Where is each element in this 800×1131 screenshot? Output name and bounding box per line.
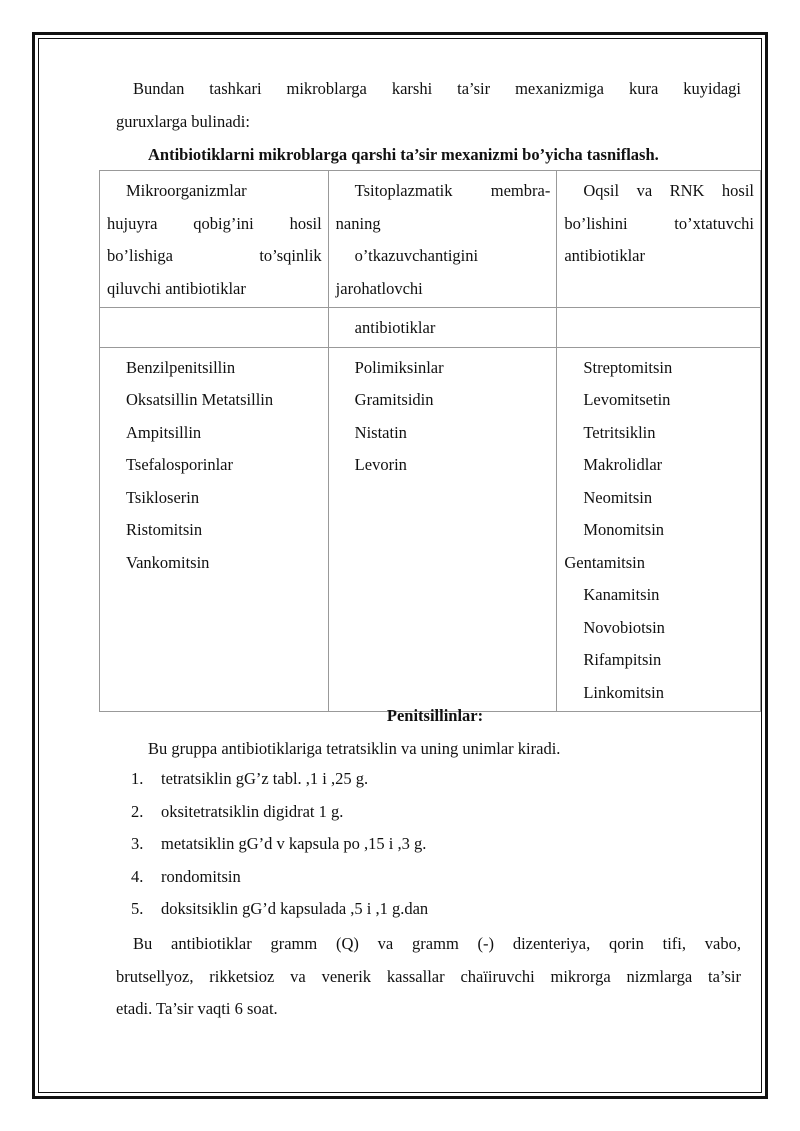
list-item: 5. doksitsiklin gG’d kapsulada ,5 i ,1 g.dan <box>131 899 429 918</box>
list-item: Tetritsiklin <box>583 422 656 442</box>
list-item: Levomitsetin <box>583 390 671 409</box>
list-item: Ristomitsin <box>126 520 203 539</box>
list-item: Streptomitsin <box>583 357 673 377</box>
table-header-continuation-row <box>100 308 761 348</box>
empty-cell <box>557 308 761 348</box>
col3-header: Oqsil va RNK hosil bo’lishini to’xtatuvchi antibiotiklar <box>557 171 761 308</box>
list-item: Makrolidlar <box>583 455 663 474</box>
intro-line-1: Bundan tashkari mikroblarga karshi ta’sir mexanizmiga kura kuyidagi <box>133 79 741 98</box>
section-title: Penitsillinlar: <box>386 706 484 725</box>
col1-items <box>100 347 329 712</box>
closing-line-1: Bu antibiotiklar gramm (Q) va gramm (-) dizenteriya, qorin tifi, vabo, <box>133 934 741 953</box>
list-item: Gentamitsin <box>564 552 645 572</box>
list-item: Tsikloserin <box>126 487 200 507</box>
list-item: 3. metatsiklin gG’d v kapsula po ,15 i ,3 g. <box>131 834 427 853</box>
list-item: Kanamitsin <box>583 585 660 604</box>
col2-header: Tsitoplazmatik membra- naning o’tkazuvchantigini jarohatlovchi <box>328 171 557 308</box>
col3-items <box>557 347 761 712</box>
list-item: Ampitsillin <box>126 422 202 442</box>
list-item: Tsefalosporinlar <box>126 455 233 474</box>
col2-items <box>328 347 557 712</box>
classification-table <box>99 170 761 712</box>
list-item: 1. tetratsiklin gG’z tabl. ,1 i ,25 g. <box>131 769 369 788</box>
list-item: Polimiksinlar <box>354 357 444 377</box>
empty-cell <box>100 308 329 348</box>
col2-header-cont: antibiotiklar <box>328 308 557 348</box>
list-item: Monomitsin <box>583 520 665 539</box>
table-header-row <box>100 171 761 308</box>
list-item: Vankomitsin <box>126 552 210 572</box>
list-item: Novobiotsin <box>583 617 665 637</box>
list-item: Rifampitsin <box>583 650 662 669</box>
list-item: Neomitsin <box>583 487 653 507</box>
list-item: Gramitsidin <box>354 390 434 409</box>
section-intro: Bu gruppa antibiotiklariga tetratsiklin va uning unimlar kiradi. <box>148 739 561 758</box>
list-item: 4. rondomitsin <box>131 866 241 886</box>
list-item: Benzilpenitsillin <box>126 357 236 377</box>
list-item: Levorin <box>354 455 407 474</box>
list-item: Oksatsillin Metatsillin <box>126 390 274 409</box>
table-body-row <box>100 347 761 712</box>
closing-line-3: etadi. Ta’sir vaqti 6 soat. <box>116 999 278 1018</box>
table-title: Antibiotiklarni mikroblarga qarshi ta’sir mexanizmi bo’yicha tasniflash. <box>148 145 659 164</box>
intro-line-2: guruxlarga bulinadi: <box>116 112 250 131</box>
list-item: Linkomitsin <box>583 682 665 702</box>
numbered-list <box>118 767 428 930</box>
col1-header: Mikroorganizmlar hujuyra qobig’ini hosil bo’lishiga to’sqinlik qiluvchi antibiotiklar <box>100 171 329 308</box>
closing-line-2: brutsellyoz, rikketsioz va venerik kassallar chaïiruvchi mikrorga nizmlarga ta’sir <box>116 967 741 986</box>
list-item: 2. oksitetratsiklin digidrat 1 g. <box>131 801 344 821</box>
list-item: Nistatin <box>354 422 407 442</box>
